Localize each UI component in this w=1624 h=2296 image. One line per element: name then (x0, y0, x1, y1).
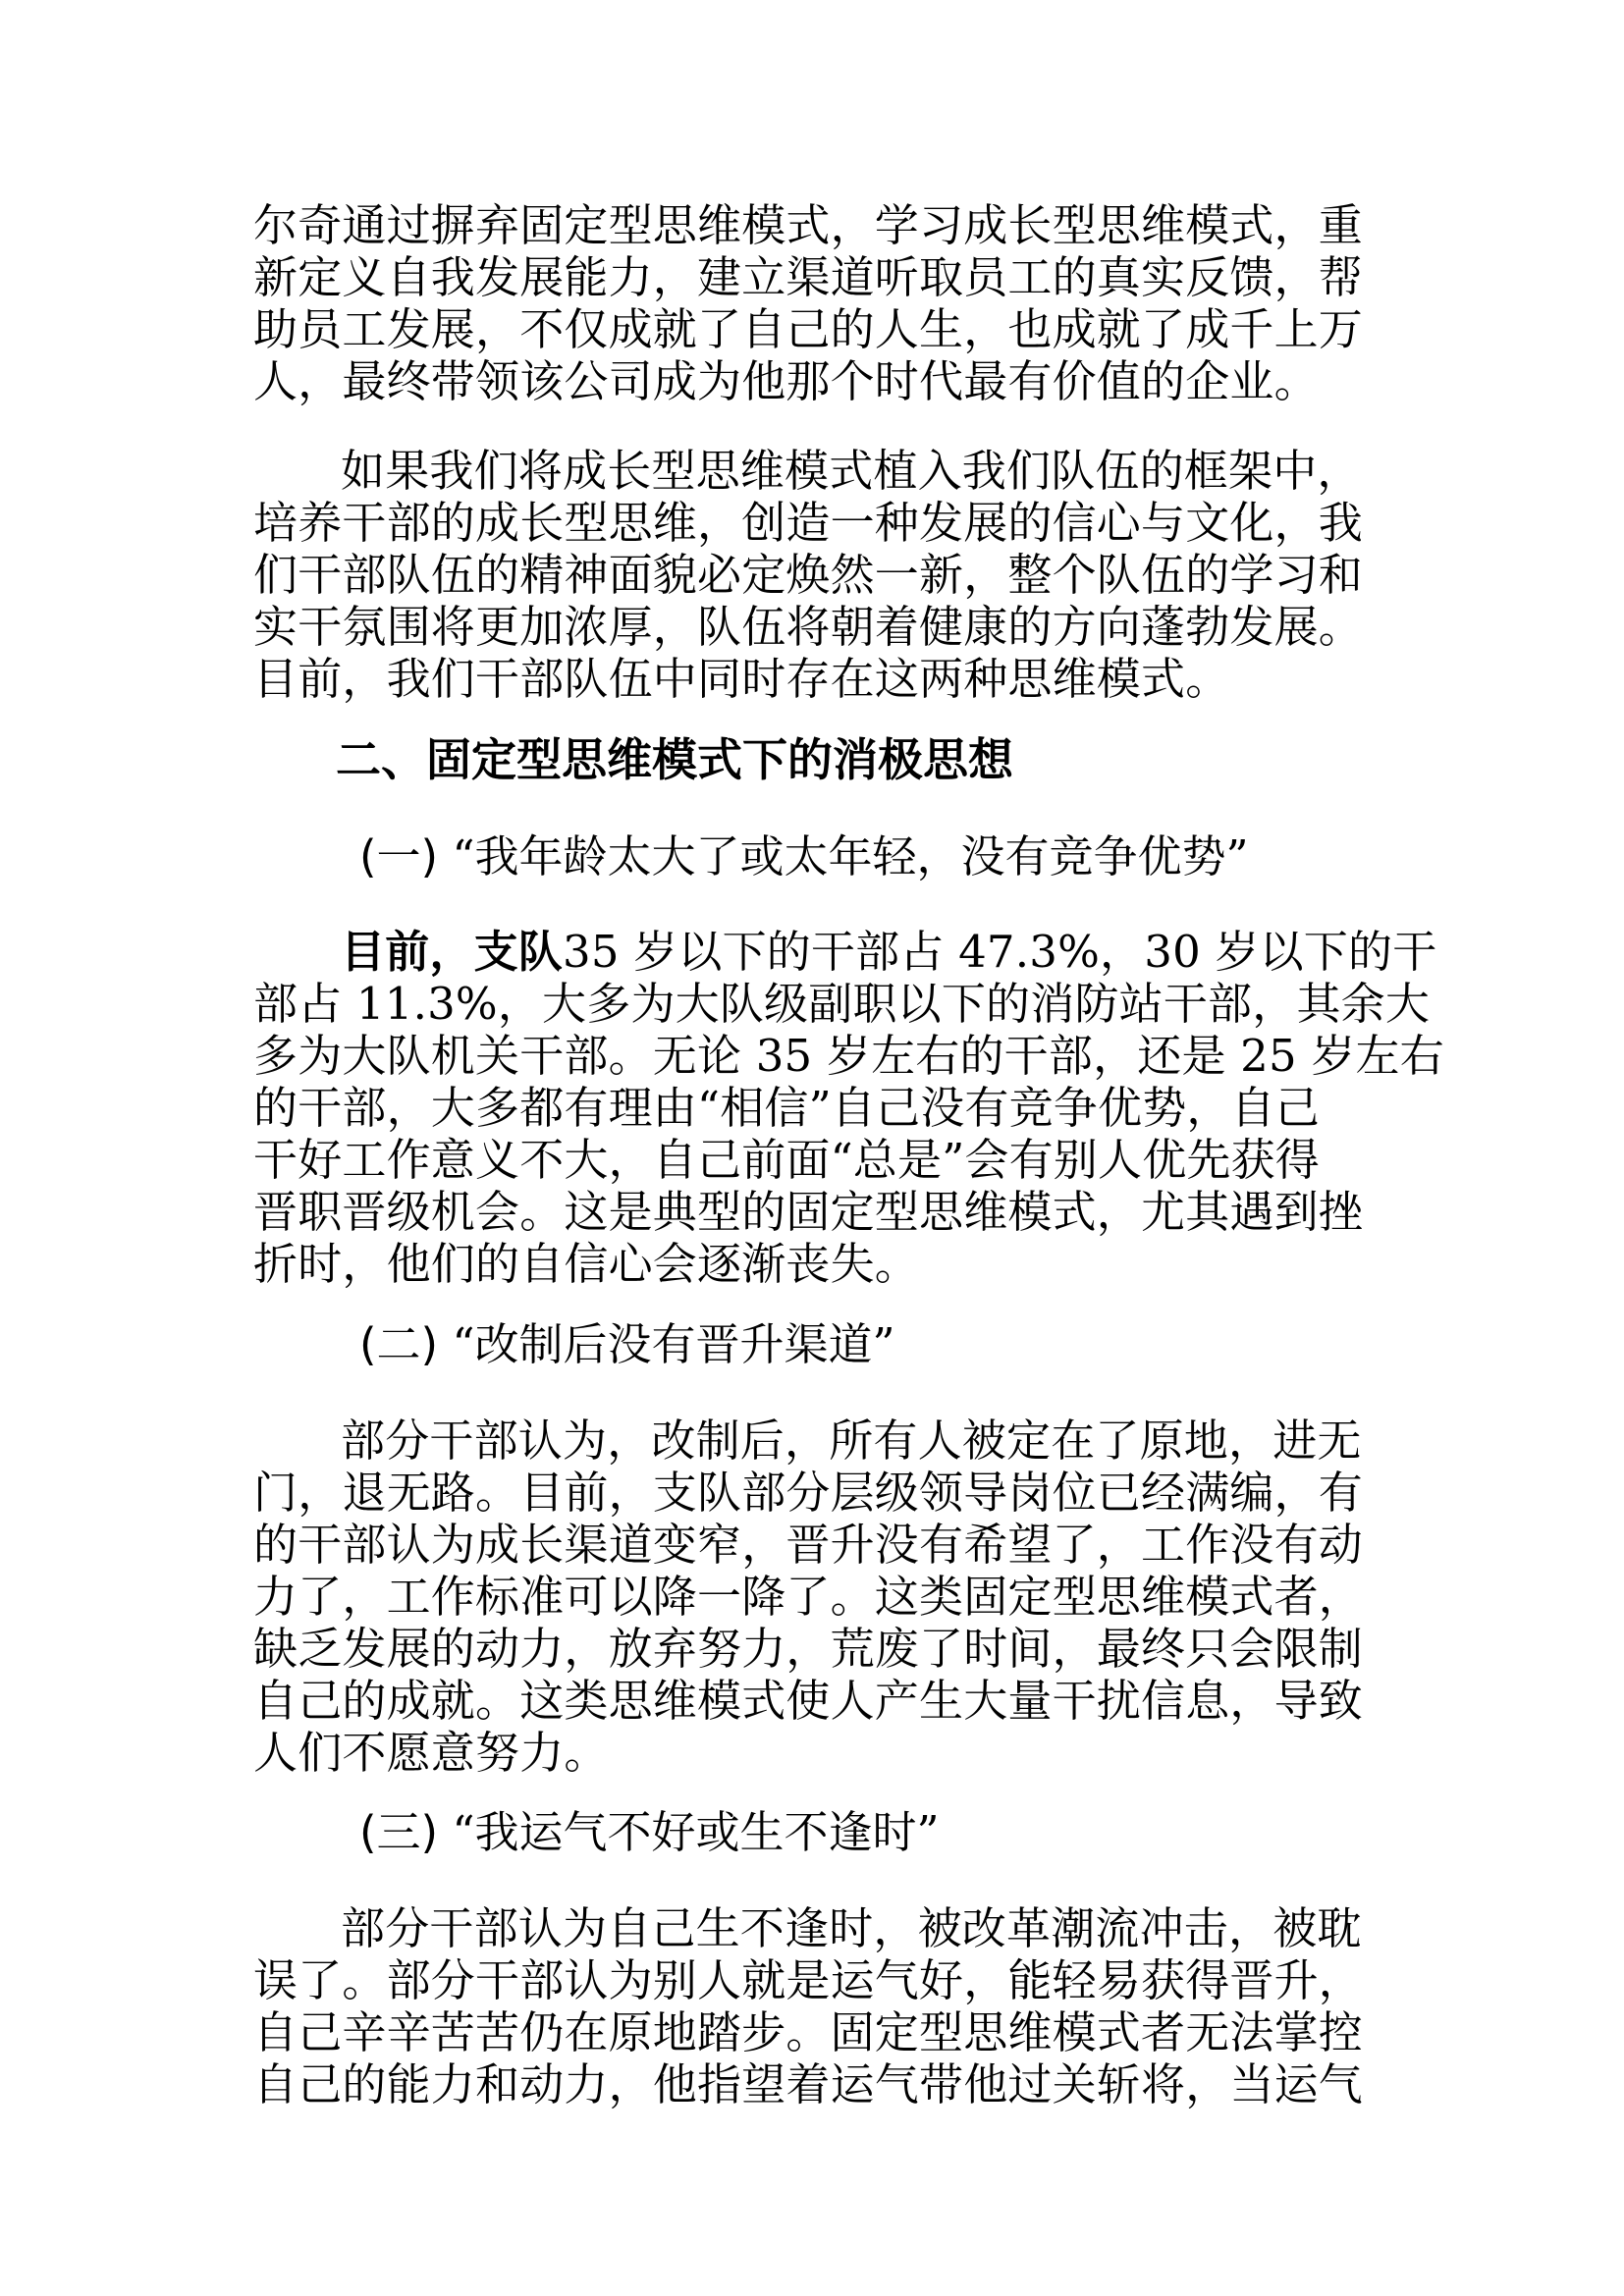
subsection-heading-1 (359, 832, 1248, 881)
paragraph-line: 实干氛围将更加浓厚，队伍将朝着健康的方向蓬勃发展。 (253, 601, 1364, 653)
paragraph-line: 干好工作意义不大，自己前面“总是”会有别人优先获得 (253, 1134, 1321, 1186)
paragraph-line: 自己辛辛苦苦仍在原地踏步。固定型思维模式者无法掌控 (253, 2006, 1364, 2058)
paragraph-line: 折时，他们的自信心会逐渐丧失。 (253, 1238, 920, 1290)
paragraph-line: 部占 11.3%，大多为大队级副职以下的消防站干部，其余大 (253, 978, 1431, 1030)
subsection-number: (一) (359, 830, 439, 882)
paragraph-line: 门，退无路。目前，支队部分层级领导岗位已经满编，有 (253, 1467, 1364, 1519)
subsection-heading-2 (359, 1320, 894, 1369)
paragraph-line: 人，最终带领该公司成为他那个时代最有价值的企业。 (253, 355, 1319, 407)
subsection-title: “改制后没有晋升渠道” (452, 1318, 895, 1370)
paragraph-line: 如果我们将成长型思维模式植入我们队伍的框架中， (341, 445, 1362, 497)
paragraph-line: 力了，工作标准可以降一降了。这类固定型思维模式者， (253, 1571, 1364, 1623)
paragraph-line: 人们不愿意努力。 (253, 1727, 609, 1779)
paragraph-line: 部分干部认为自己生不逢时，被改革潮流冲击，被耽 (341, 1902, 1362, 1954)
paragraph-line: 的干部，大多都有理由“相信”自己没有竞争优势，自己 (253, 1082, 1321, 1134)
subsection-title: “我运气不好或生不逢时” (452, 1806, 940, 1858)
paragraph-line: 自己的成就。这类思维模式使人产生大量干扰信息，导致 (253, 1675, 1364, 1727)
paragraph-line: 培养干部的成长型思维，创造一种发展的信心与文化，我 (253, 497, 1364, 549)
paragraph-line: 们干部队伍的精神面貌必定焕然一新，整个队伍的学习和 (253, 549, 1364, 601)
paragraph-line-text: 35 岁以下的干部占 47.3%，30 岁以下的干 (563, 926, 1437, 978)
paragraph-line: 助员工发展，不仅成就了自己的人生，也成就了成千上万 (253, 303, 1364, 355)
paragraph-line: 目前，我们干部队伍中同时存在这两种思维模式。 (253, 653, 1230, 705)
subsection-number: (三) (359, 1806, 439, 1858)
subsection-number: (二) (359, 1318, 439, 1370)
section-heading: 二、固定型思维模式下的消极思想 (336, 733, 1013, 786)
paragraph-line: 尔奇通过摒弃固定型思维模式，学习成长型思维模式，重 (253, 199, 1364, 251)
paragraph-line: 缺乏发展的动力，放弃努力，荒废了时间，最终只会限制 (253, 1623, 1364, 1675)
paragraph-line (341, 928, 1460, 977)
paragraph-lead: 目前，支队 (341, 926, 564, 978)
paragraph-line: 自己的能力和动力，他指望着运气带他过关斩将，当运气 (253, 2058, 1364, 2110)
paragraph-line: 的干部认为成长渠道变窄，晋升没有希望了，工作没有动 (253, 1519, 1364, 1571)
subsection-heading-3 (359, 1808, 939, 1857)
paragraph-line: 多为大队机关干部。无论 35 岁左右的干部，还是 25 岁左右 (253, 1030, 1444, 1082)
paragraph-line: 晋职晋级机会。这是典型的固定型思维模式，尤其遇到挫 (253, 1186, 1364, 1238)
paragraph-line: 部分干部认为，改制后，所有人被定在了原地，进无 (341, 1415, 1362, 1467)
paragraph-line: 新定义自我发展能力，建立渠道听取员工的真实反馈，帮 (253, 251, 1364, 303)
paragraph-line: 误了。部分干部认为别人就是运气好，能轻易获得晋升， (253, 1954, 1364, 2006)
subsection-title: “我年龄太大了或太年轻，没有竞争优势” (452, 830, 1249, 882)
